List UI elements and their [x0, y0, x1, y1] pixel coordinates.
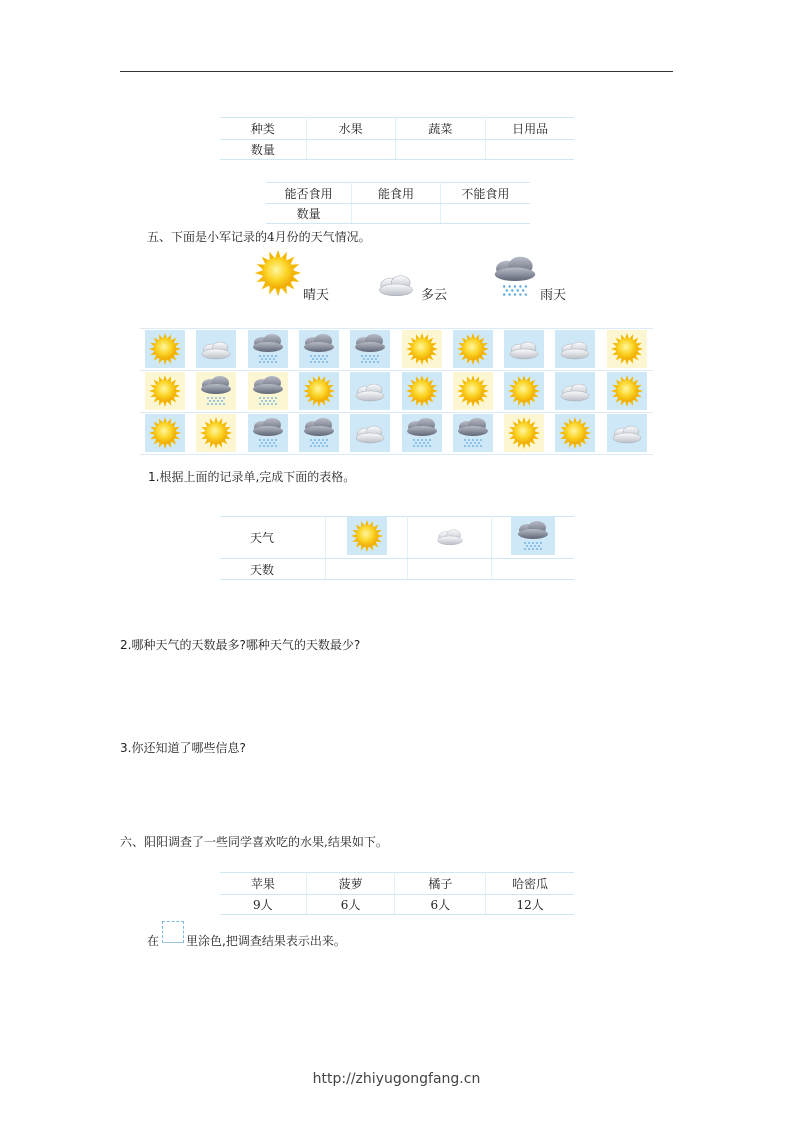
sunny-icon	[506, 416, 542, 450]
weather-cell-sunny	[555, 414, 595, 452]
question-1: 1.根据上面的记录单,完成下面的表格。	[148, 470, 356, 484]
rain-cloud-icon	[511, 517, 555, 555]
cloudy-icon	[198, 332, 234, 366]
weather-cell-rainy	[248, 330, 288, 368]
weather-count-table	[220, 516, 574, 580]
fruit-count-cell: 12人	[486, 895, 574, 915]
rainy-icon	[250, 416, 286, 450]
table-row-label: 数量	[220, 140, 306, 160]
fruit-name-cell: 苹果	[220, 873, 306, 895]
rainy-icon	[455, 416, 491, 450]
weather-cell-sunny	[607, 330, 647, 368]
weather-cell-sunny	[607, 372, 647, 410]
sunny-icon	[301, 374, 337, 408]
cloudy-icon	[506, 332, 542, 366]
weather-cell-sunny	[453, 372, 493, 410]
fruit-name-cell: 哈密瓜	[486, 873, 574, 895]
sunny-icon	[404, 374, 440, 408]
rainy-icon	[404, 416, 440, 450]
weather-cell-rainy	[350, 330, 390, 368]
sunny-icon	[147, 416, 183, 450]
weather-cell-sunny	[196, 414, 236, 452]
grid-line	[140, 454, 653, 455]
legend-cloudy-label: 多云	[421, 288, 448, 303]
weather-cell-rainy	[453, 414, 493, 452]
answer-cell[interactable]	[306, 140, 395, 160]
legend-sunny-label: 晴天	[303, 288, 330, 303]
instruction-prefix: 在	[147, 934, 160, 948]
answer-cell[interactable]	[440, 204, 530, 224]
cloud-legend-icon	[370, 264, 422, 304]
weather-cell-rainy	[196, 372, 236, 410]
question-2: 2.哪种天气的天数最多?哪种天气的天数最少?	[120, 638, 361, 652]
fruit-count-cell: 6人	[395, 895, 486, 915]
grid-line	[140, 328, 653, 329]
rainy-icon	[301, 332, 337, 366]
weather-cell-rainy	[248, 372, 288, 410]
sunny-icon	[455, 332, 491, 366]
category-table	[220, 117, 574, 160]
cloudy-icon	[557, 374, 593, 408]
table-header-cell: 蔬菜	[395, 118, 486, 140]
coloring-box-sample	[162, 921, 184, 943]
rain-legend-icon	[488, 254, 542, 300]
sunny-icon	[147, 374, 183, 408]
cloudy-icon	[352, 374, 388, 408]
instruction-text: 里涂色,把调查结果表示出来。	[186, 934, 346, 948]
weather-cell-cloudy	[350, 372, 390, 410]
weather-cell-cloudy	[196, 330, 236, 368]
weather-cell-sunny	[402, 372, 442, 410]
legend-rainy-label: 雨天	[540, 288, 567, 303]
answer-cell[interactable]	[395, 140, 486, 160]
sunny-icon	[198, 416, 234, 450]
answer-cell[interactable]	[408, 559, 492, 580]
fruit-name-cell: 菠萝	[306, 873, 395, 895]
section5-heading: 五、下面是小军记录的4月份的天气情况。	[147, 230, 371, 244]
fruit-count-cell: 9人	[220, 895, 306, 915]
weather-cell-sunny	[504, 414, 544, 452]
table-header-cell: 水果	[306, 118, 395, 140]
cloudy-icon	[352, 416, 388, 450]
weather-cell-sunny	[453, 330, 493, 368]
answer-cell[interactable]	[326, 559, 408, 580]
answer-cell[interactable]	[492, 559, 574, 580]
table-row-label: 天气	[220, 517, 326, 559]
fruit-survey-table	[220, 872, 574, 915]
fruit-count-cell: 6人	[306, 895, 395, 915]
weather-cell-cloudy	[555, 372, 595, 410]
cloud-icon	[428, 521, 472, 551]
weather-cell-cloudy	[555, 330, 595, 368]
cloudy-icon	[557, 332, 593, 366]
sunny-icon	[506, 374, 542, 408]
grid-line	[140, 412, 653, 413]
table-row-label: 天数	[220, 559, 326, 580]
answer-cell[interactable]	[352, 204, 440, 224]
sunny-icon	[404, 332, 440, 366]
sun-legend-icon	[252, 248, 304, 298]
sun-icon	[347, 517, 387, 555]
fruit-name-cell: 橘子	[395, 873, 486, 895]
sunny-icon	[609, 332, 645, 366]
sunny-icon	[147, 332, 183, 366]
weather-cell-rainy	[299, 414, 339, 452]
weather-cell-rainy	[248, 414, 288, 452]
weather-cell-cloudy	[607, 414, 647, 452]
weather-cell-sunny	[145, 414, 185, 452]
weather-record-grid	[140, 328, 653, 454]
section6-heading: 六、阳阳调查了一些同学喜欢吃的水果,结果如下。	[120, 835, 388, 849]
footer-url: http://zhiyugongfang.cn	[312, 1071, 481, 1087]
weather-cell-sunny	[402, 330, 442, 368]
sunny-icon	[557, 416, 593, 450]
weather-cell-rainy	[402, 414, 442, 452]
table-header-cell: 不能食用	[440, 183, 530, 204]
weather-cell-rainy	[299, 330, 339, 368]
weather-cell-cloudy	[350, 414, 390, 452]
rainy-icon	[352, 332, 388, 366]
weather-cell-sunny	[299, 372, 339, 410]
weather-cell-sunny	[145, 372, 185, 410]
rainy-icon	[198, 374, 234, 408]
question-3: 3.你还知道了哪些信息?	[120, 741, 246, 755]
edible-table	[266, 182, 530, 224]
rainy-icon	[250, 374, 286, 408]
weather-cell-cloudy	[504, 330, 544, 368]
weather-cell-sunny	[145, 330, 185, 368]
table-header-cell: 日用品	[486, 118, 574, 140]
grid-line	[140, 370, 653, 371]
weather-cell-sunny	[504, 372, 544, 410]
rainy-icon	[301, 416, 337, 450]
table-row-label: 数量	[266, 204, 352, 224]
table-header-cell: 能否食用	[266, 183, 352, 204]
cloudy-icon	[609, 416, 645, 450]
sunny-icon	[455, 374, 491, 408]
table-header-cell: 能食用	[352, 183, 440, 204]
answer-cell[interactable]	[486, 140, 574, 160]
header-rule	[120, 71, 673, 72]
table-header-cell: 种类	[220, 118, 306, 140]
sunny-icon	[609, 374, 645, 408]
rainy-icon	[250, 332, 286, 366]
